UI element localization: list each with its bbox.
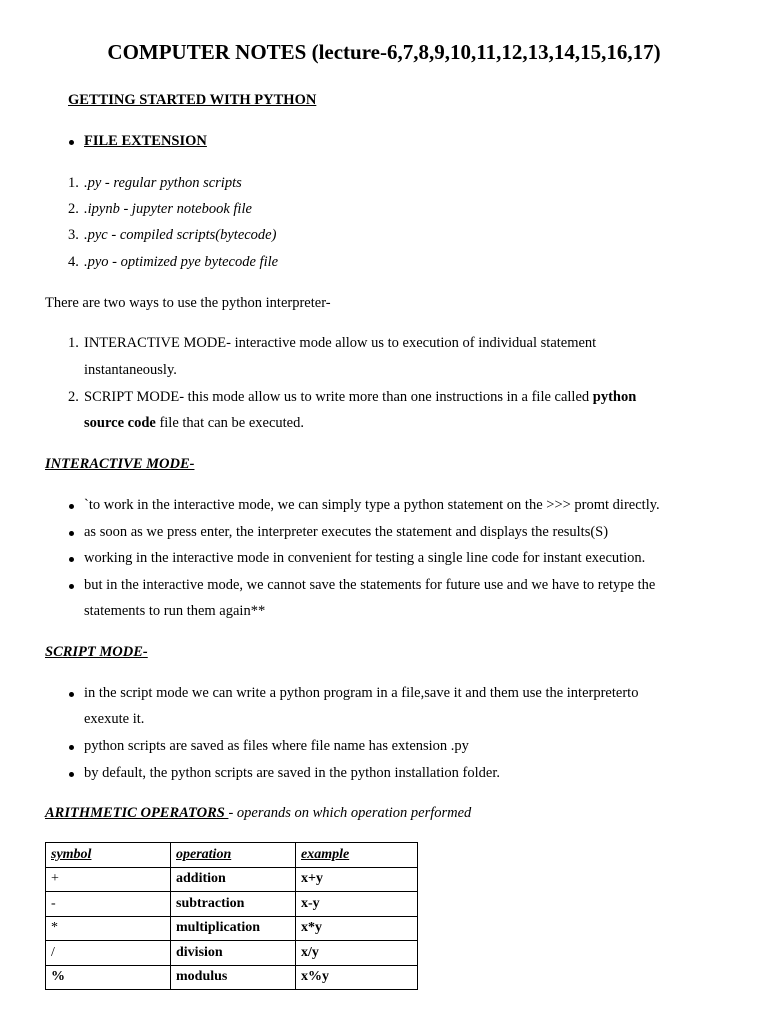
table-cell: multiplication [171, 916, 296, 941]
table-cell: x%y [296, 965, 418, 990]
table-cell: / [46, 941, 171, 966]
table-cell: x+y [296, 867, 418, 892]
table-cell: x*y [296, 916, 418, 941]
mode-interactive-line2: instantaneously. [84, 362, 177, 378]
bullet-icon [69, 772, 74, 777]
table-cell: * [46, 916, 171, 941]
interactive-mode-heading: INTERACTIVE MODE- [45, 456, 195, 472]
list-number: 3. [68, 227, 79, 243]
file-extension-heading: FILE EXTENSION [84, 133, 207, 149]
mode-script-text: SCRIPT MODE- this mode allow us to write more than one instructions in a file called [84, 389, 593, 405]
mode-script-bold: source code [84, 415, 156, 431]
arithmetic-heading-line [45, 805, 471, 822]
list-item-continuation: statements to run them again** [84, 603, 266, 619]
list-number: 1. [68, 175, 79, 191]
bullet-icon [69, 557, 74, 562]
bullet-icon [69, 140, 74, 145]
mode-script-text: file that can be executed. [155, 415, 304, 431]
list-item: working in the interactive mode in convenient for testing a single line code for instant execution. [84, 550, 646, 566]
interpreter-intro: There are two ways to use the python interpreter- [45, 295, 331, 311]
bullet-icon [69, 745, 74, 750]
list-number: 1. [68, 335, 79, 351]
table-header-row [46, 843, 418, 868]
bullet-icon [69, 584, 74, 589]
list-number: 4. [68, 254, 79, 270]
mode-script-line2 [84, 415, 304, 432]
table-cell: modulus [171, 965, 296, 990]
table-cell: addition [171, 867, 296, 892]
list-item: .ipynb - jupyter notebook file [84, 201, 252, 217]
script-mode-heading: SCRIPT MODE- [45, 644, 148, 660]
list-item: by default, the python scripts are saved in the python installation folder. [84, 765, 500, 781]
table-cell: x/y [296, 941, 418, 966]
list-item: but in the interactive mode, we cannot save the statements for future use and we have to retype the [84, 577, 656, 593]
table-row [46, 892, 418, 917]
table-row [46, 867, 418, 892]
list-number: 2. [68, 201, 79, 217]
table-cell: division [171, 941, 296, 966]
list-item: in the script mode we can write a python program in a file,save it and them use the interpreterto [84, 685, 639, 701]
operators-table [45, 842, 418, 990]
arithmetic-heading: ARITHMETIC OPERATORS [45, 805, 229, 821]
table-header-cell: operation [171, 843, 296, 868]
list-item: .pyc - compiled scripts(bytecode) [84, 227, 277, 243]
table-header-cell: example [296, 843, 418, 868]
section-heading-getting-started: GETTING STARTED WITH PYTHON [68, 92, 317, 108]
list-item: python scripts are saved as files where file name has extension .py [84, 738, 469, 754]
list-item: `to work in the interactive mode, we can simply type a python statement on the >>> promt directly. [84, 497, 660, 513]
list-item: as soon as we press enter, the interpreter executes the statement and displays the results(S) [84, 524, 609, 540]
mode-script-line1 [84, 389, 636, 406]
table-cell: x-y [296, 892, 418, 917]
bullet-icon [69, 692, 74, 697]
list-item: .py - regular python scripts [84, 175, 242, 191]
table-cell: % [46, 965, 171, 990]
list-item-continuation: exexute it. [84, 711, 145, 727]
table-header-cell: symbol [46, 843, 171, 868]
bullet-icon [69, 531, 74, 536]
table-cell: - [46, 892, 171, 917]
page-title: COMPUTER NOTES (lecture-6,7,8,9,10,11,12,13,14,15,16,17) [107, 40, 661, 64]
mode-interactive-line1: INTERACTIVE MODE- interactive mode allow us to execution of individual statement [84, 335, 597, 351]
mode-script-bold: python [592, 389, 637, 405]
bullet-icon [69, 504, 74, 509]
list-item: .pyo - optimized pye bytecode file [84, 254, 279, 270]
table-row [46, 965, 418, 990]
table-row [46, 916, 418, 941]
list-number: 2. [68, 389, 79, 405]
table-row [46, 941, 418, 966]
table-cell: subtraction [171, 892, 296, 917]
arithmetic-subtitle: - operands on which operation performed [228, 805, 472, 821]
table-cell: + [46, 867, 171, 892]
